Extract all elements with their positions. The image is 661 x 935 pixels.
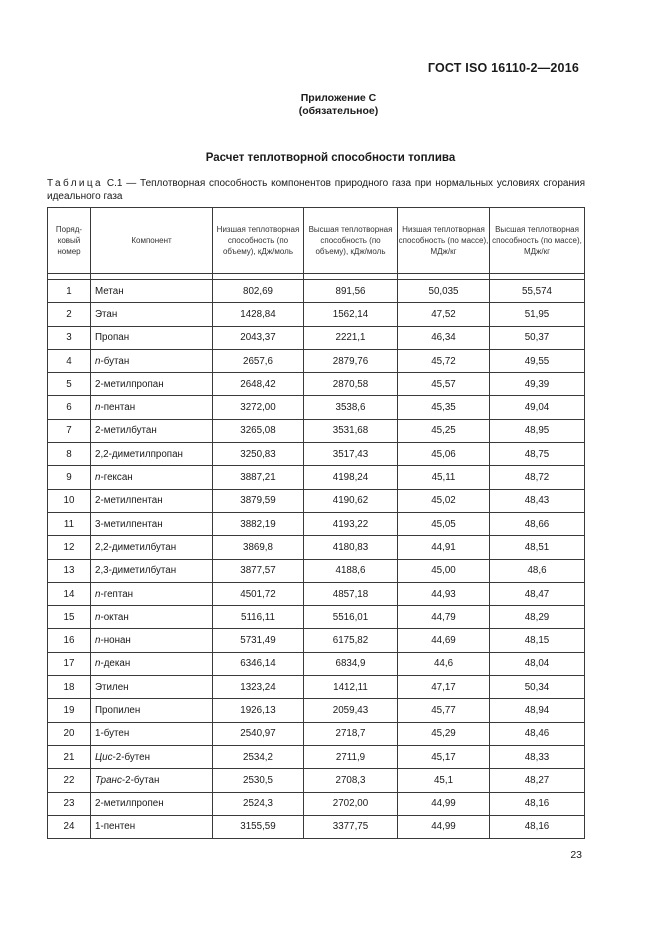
table-row (48, 536, 585, 559)
component-label: 2-метилбутан (95, 425, 157, 437)
component-label: 2-метилпропен (95, 798, 164, 810)
component-name (91, 280, 213, 303)
component-name (91, 652, 213, 675)
hhv-mass-value: 49,55 (490, 349, 585, 372)
lhv-volume-value: 3272,00 (213, 396, 304, 419)
lhv-mass-value: 45,02 (398, 489, 490, 512)
table-row (48, 559, 585, 582)
row-number: 1 (48, 280, 91, 303)
component-label: Пропан (95, 332, 130, 344)
component-name (91, 722, 213, 745)
component-name (91, 326, 213, 349)
component-name (91, 396, 213, 419)
component-prefix: n (95, 588, 101, 600)
component-prefix: n (95, 635, 101, 647)
row-number: 14 (48, 582, 91, 605)
hhv-volume-value: 1412,11 (304, 676, 398, 699)
component-name (91, 559, 213, 582)
lhv-volume-value: 5731,49 (213, 629, 304, 652)
lhv-mass-value: 44,93 (398, 582, 490, 605)
lhv-mass-value: 45,72 (398, 349, 490, 372)
component-prefix: n (95, 472, 101, 484)
hhv-volume-value: 1562,14 (304, 303, 398, 326)
hhv-mass-value: 50,34 (490, 676, 585, 699)
hhv-volume-value: 4857,18 (304, 582, 398, 605)
component-prefix: n (95, 611, 101, 623)
component-label: Этилен (95, 681, 129, 693)
row-number: 19 (48, 699, 91, 722)
hhv-mass-value: 48,72 (490, 466, 585, 489)
component-label: 2-метилпропан (95, 378, 164, 390)
table-caption-text: С.1 — Теплотворная способность компонентов природного газа при нормальных условиях сгорания идеального газа (47, 178, 586, 202)
table-row (48, 489, 585, 512)
row-number: 16 (48, 629, 91, 652)
row-number: 11 (48, 512, 91, 535)
lhv-volume-value: 2540,97 (213, 722, 304, 745)
lhv-volume-value: 1323,24 (213, 676, 304, 699)
lhv-volume-value: 3265,08 (213, 419, 304, 442)
table-row (48, 303, 585, 326)
appendix-status: (обязательное) (298, 105, 379, 117)
lhv-volume-value: 5116,11 (213, 606, 304, 629)
hhv-volume-value: 6834,9 (304, 652, 398, 675)
hhv-mass-value: 48,16 (490, 792, 585, 815)
heating-value-table (47, 207, 585, 839)
hhv-volume-value: 2221,1 (304, 326, 398, 349)
lhv-mass-value: 44,99 (398, 792, 490, 815)
lhv-mass-value: 45,06 (398, 443, 490, 466)
row-number: 24 (48, 815, 91, 838)
row-number: 10 (48, 489, 91, 512)
hhv-mass-value: 48,66 (490, 512, 585, 535)
table-row (48, 792, 585, 815)
lhv-mass-value: 44,79 (398, 606, 490, 629)
lhv-mass-value: 45,05 (398, 512, 490, 535)
lhv-volume-value: 3155,59 (213, 815, 304, 838)
lhv-volume-value: 3882,19 (213, 512, 304, 535)
table-row (48, 676, 585, 699)
lhv-mass-value: 45,29 (398, 722, 490, 745)
lhv-volume-value: 6346,14 (213, 652, 304, 675)
component-name (91, 443, 213, 466)
hhv-mass-value: 49,39 (490, 373, 585, 396)
hhv-mass-value: 48,46 (490, 722, 585, 745)
lhv-volume-value: 802,69 (213, 280, 304, 303)
header-hhv-volume: Высшая теплотворная способность (по объему), кДж/моль (304, 208, 398, 274)
header-hhv-mass: Высшая теплотворная способность (по массе), МДж/кг (490, 208, 585, 274)
component-label: 1-бутен (95, 728, 130, 740)
hhv-volume-value: 2059,43 (304, 699, 398, 722)
component-name (91, 303, 213, 326)
lhv-volume-value: 2524,3 (213, 792, 304, 815)
component-label: Этан (95, 308, 118, 320)
hhv-volume-value: 2711,9 (304, 745, 398, 768)
hhv-mass-value: 49,04 (490, 396, 585, 419)
row-number: 13 (48, 559, 91, 582)
row-number: 15 (48, 606, 91, 629)
hhv-volume-value: 4180,83 (304, 536, 398, 559)
lhv-volume-value: 4501,72 (213, 582, 304, 605)
table-caption-label: Таблица (47, 178, 104, 189)
table-row (48, 419, 585, 442)
lhv-mass-value: 44,6 (398, 652, 490, 675)
lhv-volume-value: 3887,21 (213, 466, 304, 489)
component-name (91, 582, 213, 605)
hhv-volume-value: 891,56 (304, 280, 398, 303)
lhv-mass-value: 45,11 (398, 466, 490, 489)
component-label: -декан (100, 658, 131, 670)
hhv-volume-value: 4190,62 (304, 489, 398, 512)
component-label: -гептан (100, 588, 134, 600)
table-row (48, 326, 585, 349)
lhv-mass-value: 45,77 (398, 699, 490, 722)
row-number: 12 (48, 536, 91, 559)
hhv-mass-value: 48,04 (490, 652, 585, 675)
lhv-mass-value: 45,00 (398, 559, 490, 582)
hhv-volume-value: 3531,68 (304, 419, 398, 442)
hhv-mass-value: 48,43 (490, 489, 585, 512)
hhv-mass-value: 48,47 (490, 582, 585, 605)
table-row (48, 699, 585, 722)
table-header-row (48, 208, 585, 274)
lhv-volume-value: 2534,2 (213, 745, 304, 768)
hhv-mass-value: 48,51 (490, 536, 585, 559)
component-name (91, 466, 213, 489)
lhv-volume-value: 3879,59 (213, 489, 304, 512)
component-name (91, 373, 213, 396)
hhv-volume-value: 6175,82 (304, 629, 398, 652)
component-name (91, 489, 213, 512)
component-prefix: n (95, 402, 101, 414)
hhv-volume-value: 2702,00 (304, 792, 398, 815)
table-row (48, 512, 585, 535)
component-label: -нонан (100, 635, 131, 647)
component-name (91, 536, 213, 559)
component-label: -пентан (100, 402, 136, 414)
lhv-volume-value: 3877,57 (213, 559, 304, 582)
table-row (48, 629, 585, 652)
hhv-mass-value: 48,27 (490, 769, 585, 792)
page-number: 23 (570, 849, 582, 861)
hhv-mass-value: 48,16 (490, 815, 585, 838)
row-number: 22 (48, 769, 91, 792)
standard-number: ГОСТ ISO 16110-2—2016 (427, 61, 579, 75)
header-lhv-volume: Низшая теплотворная способность (по объему), кДж/моль (213, 208, 304, 274)
component-label: -2-бутен (112, 751, 150, 763)
component-prefix: Транс (95, 774, 122, 786)
hhv-volume-value: 2718,7 (304, 722, 398, 745)
lhv-mass-value: 47,17 (398, 676, 490, 699)
header-lhv-mass: Низшая теплотворная способность (по массе), МДж/кг (398, 208, 490, 274)
lhv-mass-value: 45,57 (398, 373, 490, 396)
component-label: 2,3-диметилбутан (95, 565, 177, 577)
hhv-mass-value: 48,29 (490, 606, 585, 629)
lhv-mass-value: 44,91 (398, 536, 490, 559)
component-label: 2,2-диметилпропан (95, 448, 183, 460)
component-name (91, 349, 213, 372)
component-name (91, 792, 213, 815)
hhv-volume-value: 2879,76 (304, 349, 398, 372)
hhv-mass-value: 55,574 (490, 280, 585, 303)
table-row (48, 745, 585, 768)
row-number: 23 (48, 792, 91, 815)
row-number: 20 (48, 722, 91, 745)
hhv-mass-value: 48,33 (490, 745, 585, 768)
component-label: Метан (95, 285, 124, 297)
component-prefix: n (95, 355, 101, 367)
lhv-volume-value: 1428,84 (213, 303, 304, 326)
table-row (48, 815, 585, 838)
row-number: 7 (48, 419, 91, 442)
component-name (91, 512, 213, 535)
component-label: 2-метилпентан (95, 495, 163, 507)
lhv-volume-value: 2657,6 (213, 349, 304, 372)
table-body (48, 280, 585, 839)
lhv-mass-value: 44,99 (398, 815, 490, 838)
row-number: 17 (48, 652, 91, 675)
table-row (48, 396, 585, 419)
table-row (48, 466, 585, 489)
table-row (48, 443, 585, 466)
row-number: 2 (48, 303, 91, 326)
component-name (91, 606, 213, 629)
component-name (91, 676, 213, 699)
component-name (91, 745, 213, 768)
component-prefix: n (95, 658, 101, 670)
lhv-mass-value: 47,52 (398, 303, 490, 326)
component-label: -бутан (100, 355, 130, 367)
hhv-volume-value: 3538,6 (304, 396, 398, 419)
hhv-volume-value: 3517,43 (304, 443, 398, 466)
component-label: -октан (100, 611, 129, 623)
lhv-volume-value: 3869,8 (213, 536, 304, 559)
lhv-mass-value: 45,25 (398, 419, 490, 442)
hhv-mass-value: 48,75 (490, 443, 585, 466)
lhv-mass-value: 44,69 (398, 629, 490, 652)
lhv-volume-value: 3250,83 (213, 443, 304, 466)
lhv-volume-value: 1926,13 (213, 699, 304, 722)
row-number: 5 (48, 373, 91, 396)
table-row (48, 349, 585, 372)
component-prefix: Цис (95, 751, 113, 763)
hhv-volume-value: 2870,58 (304, 373, 398, 396)
hhv-volume-value: 2708,3 (304, 769, 398, 792)
table-row (48, 582, 585, 605)
hhv-volume-value: 5516,01 (304, 606, 398, 629)
component-name (91, 629, 213, 652)
hhv-volume-value: 4198,24 (304, 466, 398, 489)
lhv-volume-value: 2648,42 (213, 373, 304, 396)
hhv-mass-value: 48,94 (490, 699, 585, 722)
hhv-volume-value: 4193,22 (304, 512, 398, 535)
component-name (91, 769, 213, 792)
row-number: 18 (48, 676, 91, 699)
lhv-mass-value: 45,17 (398, 745, 490, 768)
table-caption (47, 177, 585, 203)
lhv-mass-value: 46,34 (398, 326, 490, 349)
lhv-mass-value: 50,035 (398, 280, 490, 303)
header-order-number: Поряд-ковый номер (48, 208, 91, 274)
hhv-volume-value: 3377,75 (304, 815, 398, 838)
table-row (48, 373, 585, 396)
section-title: Расчет теплотворной способности топлива (205, 152, 456, 164)
lhv-volume-value: 2530,5 (213, 769, 304, 792)
component-label: Пропилен (95, 704, 141, 716)
table-row (48, 280, 585, 303)
hhv-volume-value: 4188,6 (304, 559, 398, 582)
component-label: 1-пентен (95, 821, 136, 833)
appendix-title: Приложение С (300, 92, 377, 104)
header-component: Компонент (91, 208, 213, 274)
component-label: 3-метилпентан (95, 518, 163, 530)
table-row (48, 606, 585, 629)
component-name (91, 699, 213, 722)
hhv-mass-value: 48,15 (490, 629, 585, 652)
row-number: 9 (48, 466, 91, 489)
hhv-mass-value: 50,37 (490, 326, 585, 349)
table-row (48, 769, 585, 792)
row-number: 4 (48, 349, 91, 372)
row-number: 21 (48, 745, 91, 768)
table-row (48, 722, 585, 745)
hhv-mass-value: 48,6 (490, 559, 585, 582)
component-name (91, 419, 213, 442)
component-label: -2-бутан (121, 774, 160, 786)
component-label: 2,2-диметилбутан (95, 541, 177, 553)
table-row (48, 652, 585, 675)
component-name (91, 815, 213, 838)
hhv-mass-value: 48,95 (490, 419, 585, 442)
row-number: 8 (48, 443, 91, 466)
lhv-mass-value: 45,35 (398, 396, 490, 419)
hhv-mass-value: 51,95 (490, 303, 585, 326)
lhv-mass-value: 45,1 (398, 769, 490, 792)
row-number: 6 (48, 396, 91, 419)
lhv-volume-value: 2043,37 (213, 326, 304, 349)
row-number: 3 (48, 326, 91, 349)
component-label: -гексан (100, 472, 133, 484)
